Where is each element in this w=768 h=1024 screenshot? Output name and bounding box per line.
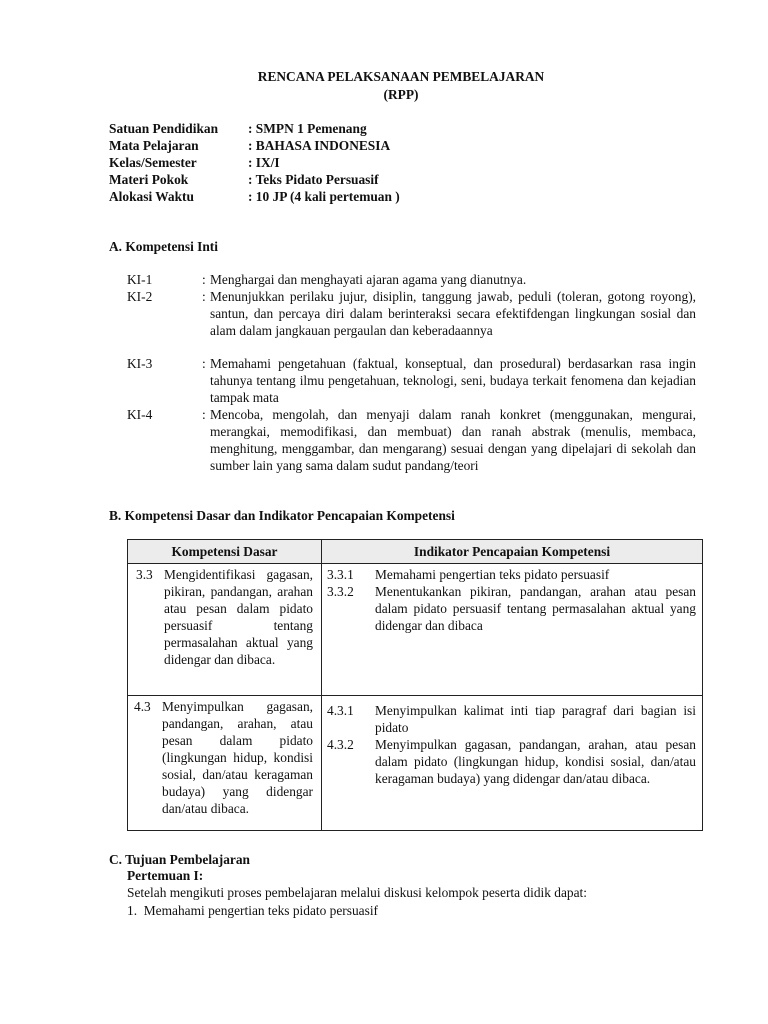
- document-title: RENCANA PELAKSANAAN PEMBELAJARAN: [257, 69, 545, 84]
- ki-text: Menunjukkan perilaku jujur, disiplin, tanggung jawab, peduli (toleran, gotong royong), santun, dan percaya diri dalam berinteraksi secara efektifdengan lingkungan sosial dan alam dalam jangkauan pergaulan dan keberadaannya: [210, 289, 696, 338]
- ki-item: [127, 288, 696, 339]
- kd-ipk-table: [127, 539, 703, 831]
- column-header-ipk: Indikator Pencapaian Kompetensi: [322, 540, 703, 564]
- ki-colon: :: [202, 356, 206, 371]
- indicator-number: 4.3.1: [327, 703, 354, 718]
- identity-value: : BAHASA INDONESIA: [248, 138, 391, 153]
- indicator-item: [322, 702, 702, 736]
- indicator-text: Menyimpulkan kalimat inti tiap paragraf dari bagian isi pidato: [375, 703, 696, 735]
- ki-code: KI-2: [127, 289, 153, 304]
- ki-text: Mencoba, mengolah, dan menyaji dalam ranah konkret (menggunakan, mengurai, merangkai, memodifikasi, dan membuat) dan ranah abstrak (menulis, membaca, menghitung, menggambar, dan mengarang) sesuai dengan yang dipelajari di sekolah dan sumber lain yang sama dalam sudut pandang/teori: [210, 407, 696, 473]
- indicator-text: Memahami pengertian teks pidato persuasif: [375, 567, 610, 582]
- ipk-cell: [322, 564, 703, 696]
- kd-number: 3.3: [136, 567, 153, 582]
- indicator-number: 4.3.2: [327, 737, 354, 752]
- section-heading-b: B. Kompetensi Dasar dan Indikator Pencapaian Kompetensi: [109, 508, 455, 523]
- indicator-item: [322, 583, 702, 634]
- indicator-number: 3.3.1: [327, 567, 354, 582]
- identity-value: : IX/I: [248, 155, 280, 170]
- kd-text: Menyimpulkan gagasan, pandangan, arahan, atau pesan dalam pidato (lingkungan hidup, kondisi sosial, dan/atau keragaman budaya) yang didengar dan/atau dibaca.: [162, 699, 313, 816]
- kd-text: Mengidentifikasi gagasan, pikiran, pandangan, arahan atau pesan dalam pidato persuasif tentang permasalahan aktual yang didengar dan dibaca.: [164, 567, 313, 667]
- ki-colon: :: [202, 289, 206, 304]
- column-header-kd: Kompetensi Dasar: [128, 540, 322, 564]
- ki-colon: :: [202, 407, 206, 422]
- kd-cell: [128, 564, 322, 696]
- tujuan-item: 1. Memahami pengertian teks pidato persuasif: [127, 903, 379, 918]
- identity-value: : 10 JP (4 kali pertemuan ): [248, 189, 400, 204]
- section-heading-a: A. Kompetensi Inti: [109, 239, 218, 254]
- table-row: [128, 564, 703, 696]
- identity-label: Alokasi Waktu: [109, 189, 194, 204]
- indicator-number: 3.3.2: [327, 584, 354, 599]
- identity-value: : SMPN 1 Pemenang: [248, 121, 367, 136]
- indicator-text: Menentukankan pikiran, pandangan, arahan atau pesan dalam pidato persuasif tentang permasalahan aktual yang didengar dan dibaca: [375, 584, 696, 633]
- kd-number: 4.3: [134, 699, 151, 714]
- identity-value: : Teks Pidato Persuasif: [248, 172, 379, 187]
- kd-cell: [128, 696, 322, 831]
- ki-colon: :: [202, 272, 206, 287]
- identity-label: Kelas/Semester: [109, 155, 197, 170]
- ki-text: Memahami pengetahuan (faktual, konseptual, dan prosedural) berdasarkan rasa ingin tahunya tentang ilmu pengetahuan, teknologi, seni, budaya terkait fenomena dan kejadian tampak mata: [210, 356, 696, 405]
- ki-code: KI-1: [127, 272, 153, 287]
- ki-item: [127, 271, 696, 288]
- ki-item: [127, 406, 696, 474]
- section-heading-c: C. Tujuan Pembelajaran: [109, 852, 250, 867]
- indicator-text: Menyimpulkan gagasan, pandangan, arahan, atau pesan dalam pidato (lingkungan hidup, kondisi sosial, dan/atau keragaman budaya) yang didengar dan/atau dibaca.: [375, 737, 696, 786]
- ki-item: [127, 355, 696, 406]
- ipk-cell: [322, 696, 703, 831]
- identity-label: Mata Pelajaran: [109, 138, 199, 153]
- ki-code: KI-4: [127, 407, 153, 422]
- identity-label: Materi Pokok: [109, 172, 189, 187]
- identity-label: Satuan Pendidikan: [109, 121, 219, 136]
- document-subtitle: (RPP): [383, 87, 419, 102]
- ki-code: KI-3: [127, 356, 153, 371]
- ki-text: Menghargai dan menghayati ajaran agama yang dianutnya.: [210, 272, 527, 287]
- tujuan-intro: Setelah mengikuti proses pembelajaran melalui diskusi kelompok peserta didik dapat:: [127, 885, 588, 900]
- indicator-item: [322, 566, 702, 583]
- table-row: [128, 696, 703, 831]
- indicator-item: [322, 736, 702, 787]
- pertemuan-heading: Pertemuan I:: [127, 868, 204, 883]
- table-header-row: [128, 540, 703, 564]
